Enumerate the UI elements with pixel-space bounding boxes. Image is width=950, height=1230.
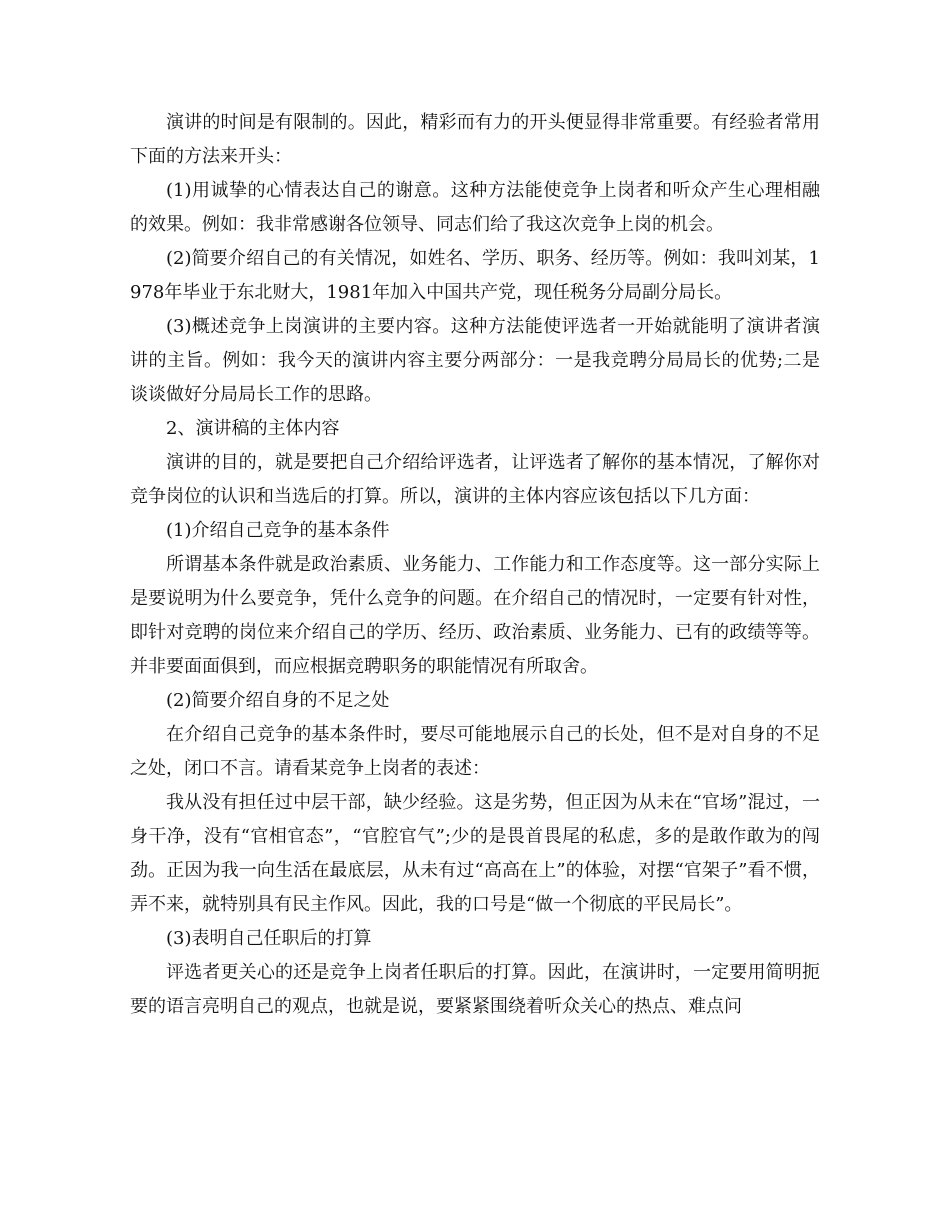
paragraph-intro: 演讲的时间是有限制的。因此，精彩而有力的开头便显得非常重要。有经验者常用下面的方法来开头： — [130, 112, 820, 167]
paragraph-example-statement: 我从没有担任过中层干部，缺少经验。这是劣势，但正因为从未在“官场”混过，一身干净，没有“官相官态”，“官腔官气”;少的是畏首畏尾的私虑，多的是敢作敢为的闯劲。正因为我一向生活在最底层，从未有过“高高在上”的体验，对摆“官架子”看不惯，弄不来，就特别具有民主作风。因此，我的口号是“做一个彻底的平民局长”。 — [130, 792, 820, 915]
paragraph-method-1: (1)用诚挚的心情表达自己的谢意。这种方法能使竞争上岗者和听众产生心理相融的效果。例如：我非常感谢各位领导、同志们给了我这次竞争上岗的机会。 — [130, 180, 820, 235]
paragraph-main-purpose: 演讲的目的，就是要把自己介绍给评选者，让评选者了解你的基本情况，了解你对竞争岗位的认识和当选后的打算。所以，演讲的主体内容应该包括以下几方面： — [130, 452, 820, 507]
subheading-shortcomings: (2)简要介绍自身的不足之处 — [166, 690, 390, 711]
subheading-plans: (3)表明自己任职后的打算 — [166, 928, 372, 949]
subheading-basic-conditions: (1)介绍自己竞争的基本条件 — [166, 520, 390, 541]
paragraph-method-2: (2)简要介绍自己的有关情况，如姓名、学历、职务、经历等。例如：我叫刘某，1978年毕业于东北财大，1981年加入中国共产党，现任税务分局副分局长。 — [130, 248, 820, 303]
paragraph-method-3: (3)概述竞争上岗演讲的主要内容。这种方法能使评选者一开始就能明了演讲者演讲的主旨。例如：我今天的演讲内容主要分两部分：一是我竞聘分局局长的优势;二是谈谈做好分局局长工作的思路。 — [130, 316, 820, 405]
section-heading-main-content: 2、演讲稿的主体内容 — [166, 418, 340, 439]
paragraph-shortcomings: 在介绍自己竞争的基本条件时，要尽可能地展示自己的长处，但不是对自身的不足之处，闭口不言。请看某竞争上岗者的表述： — [130, 724, 820, 779]
paragraph-plans: 评选者更关心的还是竞争上岗者任职后的打算。因此，在演讲时，一定要用简明扼要的语言亮明自己的观点，也就是说，要紧紧围绕着听众关心的热点、难点问 — [130, 962, 820, 1017]
paragraph-basic-conditions: 所谓基本条件就是政治素质、业务能力、工作能力和工作态度等。这一部分实际上是要说明为什么要竞争，凭什么竞争的问题。在介绍自己的情况时，一定要有针对性，即针对竞聘的岗位来介绍自己的学历、经历、政治素质、业务能力、已有的政绩等等。并非要面面俱到，而应根据竞聘职务的职能情况有所取舍。 — [130, 554, 820, 677]
document-body — [130, 106, 820, 1024]
